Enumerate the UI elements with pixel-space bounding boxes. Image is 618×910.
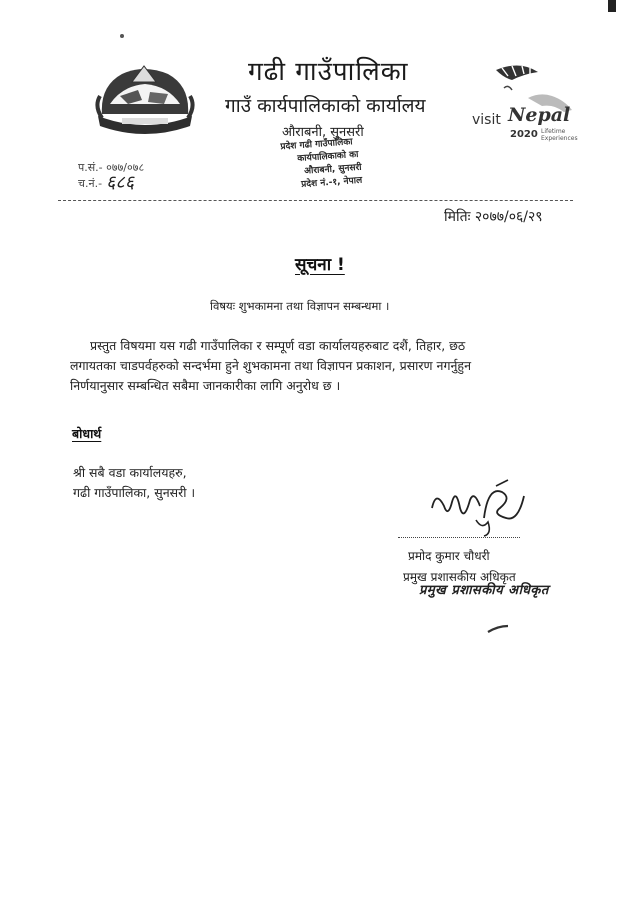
stamp-line-4: प्रदेश नं.-१, नेपाल [300, 175, 363, 190]
recipient-line-2: गढी गाउँपालिका, सुनसरी । [73, 485, 196, 500]
nepal-emblem-icon [92, 56, 198, 136]
notice-paragraph-line-1: प्रस्तुत विषयमा यस गढी गाउँपालिका र सम्पूर्ण वडा कार्यालयहरुबाट दशैं, तिहार, छठ [90, 338, 466, 353]
chalani-number-value: ६८६ [106, 172, 135, 193]
notice-title: सूचना ! [295, 255, 345, 275]
visit-year: 2020 [510, 129, 538, 140]
scan-corner-mark [608, 0, 616, 12]
recipient-line-1: श्री सबै वडा कार्यालयहरु, [73, 465, 187, 480]
office-stamp [270, 132, 384, 196]
handwritten-signature-icon [422, 478, 532, 538]
stamp-line-1: प्रदेश गढी गाउँपालिका [280, 137, 353, 153]
signer-stamp-text: प्रमुख प्रशासकीय अधिकृत [419, 583, 549, 598]
signer-title: प्रमुख प्रशासकीय अधिकृत [403, 570, 516, 584]
nepal-word: Nepal [508, 104, 571, 126]
signer-name: प्रमोद कुमार चौधरी [408, 549, 490, 563]
office-name: गढी गाउँपालिका [248, 57, 409, 87]
pen-stroke-mark [486, 624, 510, 634]
stamp-line-2: कार्यपालिकाको का [297, 149, 359, 165]
visit-word: visit [472, 112, 501, 128]
notice-paragraph-line-2: लगायतका चाडपर्वहरुको सन्दर्भमा हुने शुभकामना तथा विज्ञापन प्रकाशन, प्रसारण नगर्नुहुन [70, 358, 472, 373]
office-address: औराबनी, सुनसरी [282, 125, 364, 140]
notice-paragraph-line-3: निर्णयानुसार सम्बन्धित सबैमा जानकारीका लागि अनुरोध छ । [70, 378, 341, 393]
chalani-number-label: च.नं.- [78, 177, 103, 190]
subject-line: विषयः शुभकामना तथा विज्ञापन सम्बन्धमा । [210, 299, 390, 313]
patra-sankhya: प.सं.- ०७७/०७८ [78, 161, 145, 174]
date-line: मितिः २०७७/०६/२९ [444, 209, 543, 225]
signature-line [398, 537, 520, 538]
header-divider [58, 200, 573, 201]
scan-dot-mark [120, 34, 124, 38]
visit-tagline-1: Lifetime [541, 128, 566, 135]
office-subtitle: गाउँ कार्यपालिकाको कार्यालय [225, 95, 426, 117]
bodhartha-heading: बोधार्थ [72, 426, 102, 441]
visit-tagline-2: Experiences [541, 135, 578, 142]
stamp-line-3: औराबनी, सुनसरी [303, 162, 362, 177]
